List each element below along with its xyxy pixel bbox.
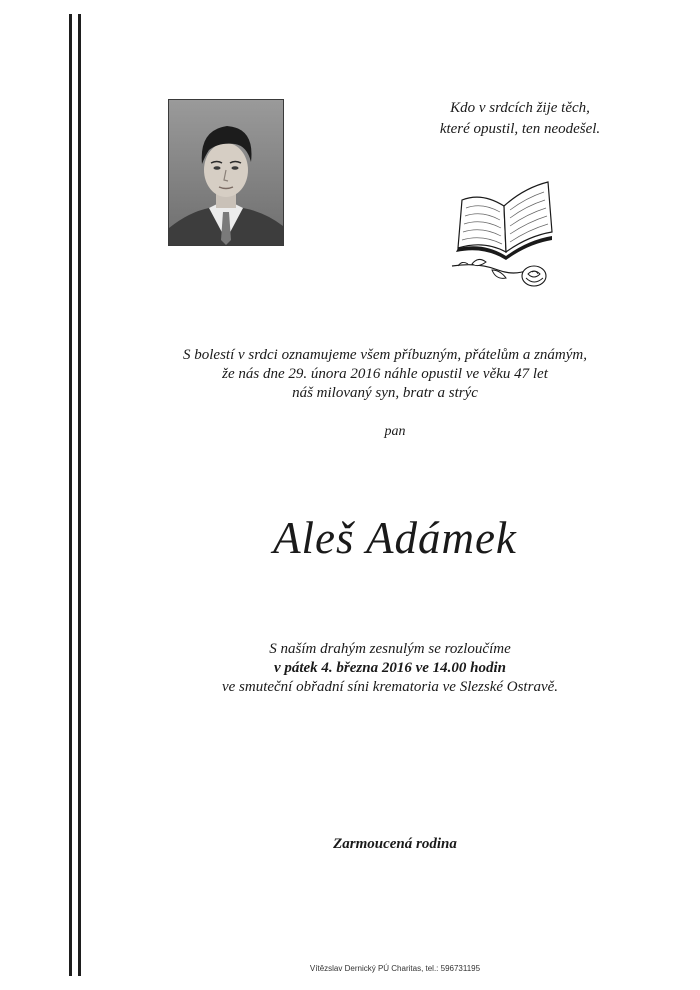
announcement-line-2: že nás dne 29. února 2016 náhle opustil ve věku 47 let (222, 366, 548, 382)
motto-line-1: Kdo v srdcích žije těch, (450, 100, 590, 116)
announcement-text (100, 346, 670, 403)
honorific: pan (384, 424, 406, 439)
left-border-rule-inner (78, 14, 81, 976)
portrait-photo (168, 99, 284, 246)
motto-quote (400, 98, 640, 140)
left-border-rule-outer (69, 14, 72, 976)
open-book-with-rose-icon (448, 166, 556, 292)
signature: Zarmoucená rodina (333, 836, 457, 852)
ceremony-location: ve smuteční obřadní síni krematoria ve Slezské Ostravě. (221, 679, 559, 695)
ceremony-details (110, 640, 670, 697)
ceremony-line-1: S naším drahým zesnulým se rozloučíme (269, 641, 511, 657)
ceremony-date-time: v pátek 4. března 2016 ve 14.00 hodin (273, 660, 507, 676)
deceased-name: Aleš Adámek (273, 513, 517, 563)
motto-line-2: které opustil, ten neodešel. (439, 121, 601, 137)
announcement-line-1: S bolestí v srdci oznamujeme všem příbuzným, přátelům a známým, (183, 347, 587, 363)
footer-funeral-service: Vítězslav Dernický PÚ Charitas, tel.: 596731195 (309, 964, 481, 973)
announcement-line-3: náš milovaný syn, bratr a strýc (292, 385, 478, 401)
